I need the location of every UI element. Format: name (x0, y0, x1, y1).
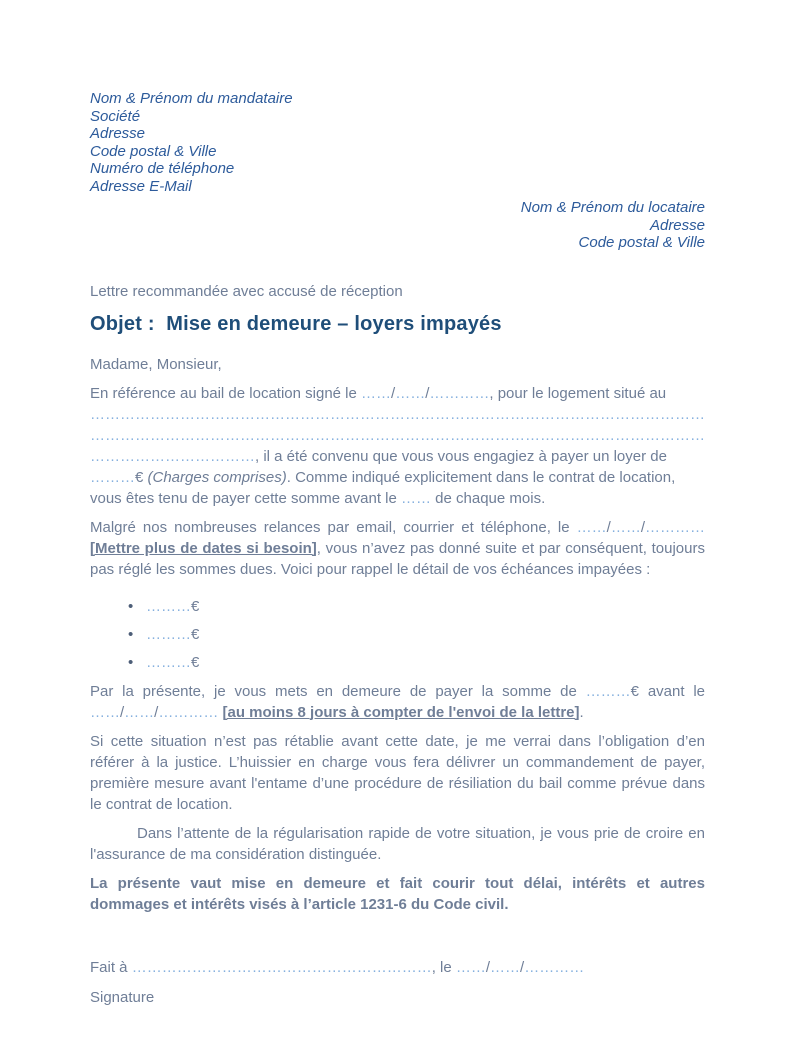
registered-mail-notice: Lettre recommandée avec accusé de réception (90, 282, 403, 300)
sender-name: Nom & Prénom du mandataire (90, 90, 293, 107)
unpaid-amount-value: ………€ (146, 625, 200, 643)
recipient-postal-city: Code postal & Ville (578, 234, 705, 251)
paragraph-consequences-justice: Si cette situation n’est pas rétablie avant cette date, je me verrai dans l’obligation d’en référer à la justice. L’huissier en charge vous fera délivrer un commandement de payer, première mesure avant l'entame d’une procédure de résiliation du bail comme prévue dans le contrat de location. (90, 732, 705, 813)
bullet-icon: • (128, 597, 134, 615)
place-date-line: Fait à ……………………………………………………, le ……/……/………… (90, 958, 585, 976)
sender-street: Adresse (90, 125, 146, 142)
paragraph-bail-reference: En référence au bail de location signé le ……/……/…………, pour le logement situé au ………………………………………………………………………………………………………………………………………………………………………………………………………………………………………………………, il a été convenu que vous vous engagiez à payer un loyer de ………€ (Charges comprises). Comme indiqué explicitement dans le contrat de location, vous êtes tenu de payer cette somme avant le …… de chaque mois. (90, 384, 705, 507)
unpaid-amount-value: ………€ (146, 597, 200, 615)
recipient-address-block (90, 199, 705, 252)
paragraph-article-1231-6: La présente vaut mise en demeure et fait courir tout délai, intérêts et autres dommages et intérêts visés à l’article 1231-6 du Code civil. (90, 874, 705, 913)
paragraph-relances: Malgré nos nombreuses relances par email, courrier et téléphone, le ……/……/………… [Mettre plus de dates si besoin], vous n’avez pas donné suite et par conséquent, toujours pas réglé les sommes dues. Voici pour rappel le détail de vos échéances impayées : (90, 518, 705, 578)
sender-email: Adresse E-Mail (90, 177, 192, 195)
sender-company: Société (90, 107, 141, 125)
unpaid-amount-item (90, 624, 705, 645)
paragraph-formule-politesse: Dans l’attente de la régularisation rapide de votre situation, je vous prie de croire en l'assurance de ma considération distinguée. (90, 824, 705, 863)
subject-heading: Objet : Mise en demeure – loyers impayés (90, 312, 502, 335)
sender-postal-city: Code postal & Ville (90, 142, 217, 160)
sender-phone: Numéro de téléphone (90, 160, 235, 177)
bullet-icon: • (128, 653, 134, 671)
recipient-name: Nom & Prénom du locataire (520, 199, 705, 216)
salutation: Madame, Monsieur, (90, 355, 222, 373)
paragraph-mise-en-demeure: Par la présente, je vous mets en demeure de payer la somme de ………€ avant le ……/……/………… [au moins 8 jours à compter de l'envoi de la lettre]. (90, 682, 705, 721)
unpaid-amount-value: ………€ (146, 653, 200, 671)
bullet-icon: • (128, 625, 134, 643)
sender-address-block (90, 90, 705, 195)
recipient-street: Adresse (649, 216, 705, 234)
signature-label: Signature (90, 988, 155, 1006)
unpaid-amount-item (90, 652, 705, 673)
unpaid-amount-item (90, 596, 705, 617)
unpaid-amounts-list (90, 596, 705, 673)
